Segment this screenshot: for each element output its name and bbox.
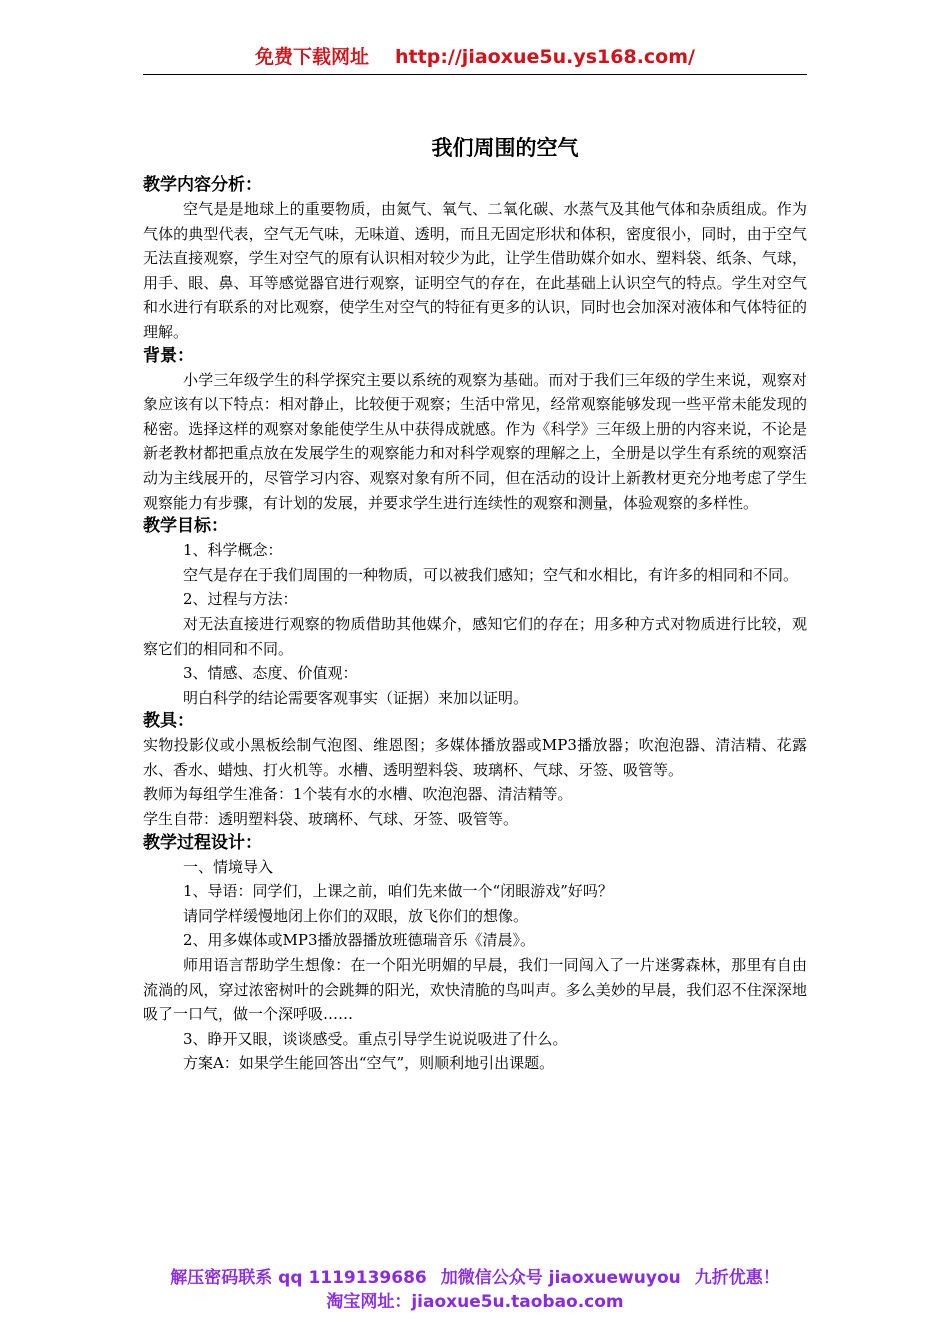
paragraph: 空气是是地球上的重要物质，由氮气、氧气、二氧化碳、水蒸气及其他气体和杂质组成。作为气体的典型代表，空气无气味，无味道、透明，而且无固定形状和体积，密度很小，同时，由于空气无法直接观察，学生对空气的原有认识相对较少为此，让学生借助媒介如水、塑料袋、纸条、气球，用手、眼、鼻、耳等感觉器官进行观察，证明空气的存在，在此基础上认识空气的特点。学生对空气和水进行有联系的对比观察，使学生对空气的特征有更多的认识，同时也会加深对液体和气体特征的理解。 (143, 200, 807, 341)
footer-contact-line (0, 1263, 950, 1288)
footer-wechat: 加微信公众号 jiaoxuewuyou (440, 1268, 681, 1288)
document-title: 我们周围的空气 (431, 136, 579, 160)
footer-taobao-link[interactable]: 淘宝网址：jiaoxue5u.taobao.com (326, 1292, 624, 1312)
paragraph: 3、睁开又眼，谈谈感受。重点引导学生说说吸进了什么。 (183, 1029, 568, 1048)
paragraph: 空气是存在于我们周围的一种物质，可以被我们感知；空气和水相比，有许多的相同和不同。 (183, 565, 799, 584)
paragraph: 1、导语：同学们，上课之前，咱们先来做一个“闭眼游戏”好吗？ (183, 882, 613, 901)
paragraph: 小学三年级学生的科学探究主要以系统的观察为基础。而对于我们三年级的学生来说，观察对象应该有以下特点：相对静止，比较便于观察；生活中常见，经常观察能够发现一些平常未能发现的秘密。选择这样的观察对象能使学生从中获得成就感。作为《科学》三年级上册的内容来说，不论是新老教材都把重点放在发展学生的观察能力和对科学观察的理解之上，全册是以学生有系统的观察活动为主线展开的，尽管学习内容、观察对象有所不同，但在活动的设计上新教材更充分地考虑了学生观察能力有步骤，有计划的发展，并要求学生进行连续性的观察和测量，体验观察的多样性。 (143, 370, 807, 512)
section-heading: 教学内容分析： (143, 175, 262, 195)
section-background (143, 345, 807, 516)
section-analysis (143, 174, 807, 345)
document-body (143, 130, 807, 1076)
section-heading: 教具： (143, 711, 194, 732)
section-process (143, 832, 807, 1076)
paragraph: 师用语言帮助学生想像：在一个阳光明媚的早晨，我们一同闯入了一片迷雾森林，那里有自由流淌的风，穿过浓密树叶的会跳舞的阳光，欢快清脆的鸟叫声。多么美妙的早晨，我们忍不住深深地吸了一口气，做一个深呼吸…… (143, 956, 807, 1024)
section-heading: 教学过程设计： (143, 832, 262, 853)
paragraph: 方案A：如果学生能回答出“空气”，则顺利地引出课题。 (183, 1054, 555, 1073)
paragraph: 1、科学概念： (183, 541, 283, 560)
paragraph: 对无法直接进行观察的物质借助其他媒介，感知它们的存在；用多种方式对物质进行比较，观察它们的相同和不同。 (143, 614, 807, 658)
footer-password-contact: 解压密码联系 qq 1119139686 (170, 1268, 427, 1288)
download-url-link[interactable]: http://jiaoxue5u.ys168.com/ (395, 46, 695, 68)
paragraph: 2、过程与方法： (183, 590, 298, 609)
download-label: 免费下载网址 (255, 46, 370, 68)
paragraph: 一、情境导入 (183, 857, 274, 876)
paragraph: 请同学样缓慢地闭上你们的双眼，放飞你们的想像。 (183, 906, 529, 925)
paragraph: 2、用多媒体或MP3播放器播放班德瑞音乐《清晨》。 (183, 931, 536, 950)
paragraph: 实物投影仪或小黑板绘制气泡图、维恩图；多媒体播放器或MP3播放器；吹泡泡器、清洁精、花露水、香水、蜡烛、打火机等。水槽、透明塑料袋、玻璃杯、气球、牙签、吸管等。 (143, 736, 807, 779)
section-heading: 背景： (143, 345, 194, 366)
section-goals (143, 515, 807, 710)
section-heading: 教学目标： (143, 516, 228, 537)
paragraph: 学生自带：透明塑料袋、玻璃杯、气球、牙签、吸管等。 (143, 810, 519, 829)
section-materials (143, 710, 807, 831)
paragraph: 明白科学的结论需要客观事实（证据）来加以证明。 (183, 688, 529, 707)
paragraph: 3、情感、态度、价值观： (183, 664, 358, 683)
page-header (143, 42, 807, 75)
paragraph: 教师为每组学生准备：1个装有水的水槽、吹泡泡器、清洁精等。 (143, 785, 573, 804)
footer-discount: 九折优惠！ (694, 1268, 780, 1288)
